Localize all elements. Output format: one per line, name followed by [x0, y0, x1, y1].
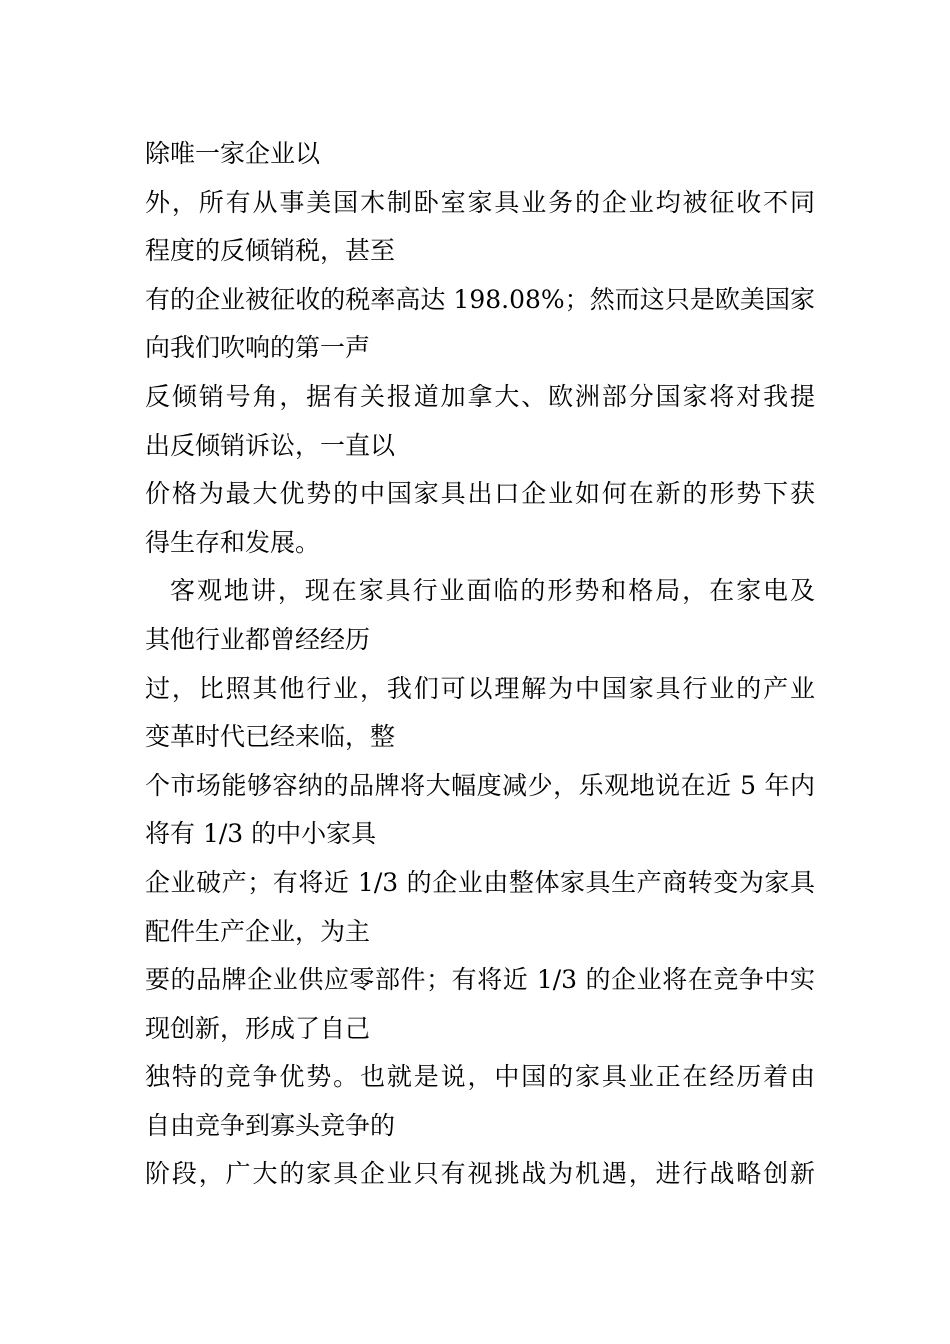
body-text — [145, 130, 815, 1199]
text-line-16: 企业破产；有将近 1/3 的企业由整体家具生产商转变为家具 — [145, 867, 815, 897]
text-line-14: 个市场能够容纳的品牌将大幅度减少，乐观地说在近 5 年内 — [145, 770, 815, 800]
text-line-18: 要的品牌企业供应零部件；有将近 1/3 的企业将在竞争中实 — [145, 965, 815, 995]
text-line-15: 将有 1/3 的中小家具 — [145, 819, 377, 849]
text-line-5: 向我们吹响的第一声 — [145, 333, 371, 363]
text-line-13: 变革时代已经来临，整 — [145, 722, 396, 752]
text-line-21: 自由竞争到寡头竞争的 — [145, 1110, 396, 1140]
text-line-8: 价格为最大优势的中国家具出口企业如何在新的形势下获 — [145, 479, 815, 509]
text-line-22: 阶段，广大的家具企业只有视挑战为机遇，进行战略创新 — [145, 1159, 815, 1189]
text-line-6: 反倾销号角，据有关报道加拿大、欧洲部分国家将对我提 — [145, 381, 815, 411]
text-line-17: 配件生产企业，为主 — [145, 916, 371, 946]
text-line-3: 程度的反倾销税，甚至 — [145, 236, 396, 266]
text-line-9: 得生存和发展。 — [145, 527, 321, 557]
text-line-20: 独特的竞争优势。也就是说，中国的家具业正在经历着由 — [145, 1062, 815, 1092]
text-line-7: 出反倾销诉讼，一直以 — [145, 430, 396, 460]
text-line-11: 其他行业都曾经经历 — [145, 624, 371, 654]
text-line-2: 外，所有从事美国木制卧室家具业务的企业均被征收不同 — [145, 187, 815, 217]
text-line-4: 有的企业被征收的税率高达 198.08%；然而这只是欧美国家 — [145, 284, 815, 314]
text-line-12: 过，比照其他行业，我们可以理解为中国家具行业的产业 — [145, 673, 815, 703]
text-line-10: 客观地讲，现在家具行业面临的形势和格局，在家电及 — [170, 576, 815, 606]
text-line-1: 除唯一家企业以 — [145, 139, 321, 168]
text-line-19: 现创新，形成了自己 — [145, 1013, 371, 1043]
